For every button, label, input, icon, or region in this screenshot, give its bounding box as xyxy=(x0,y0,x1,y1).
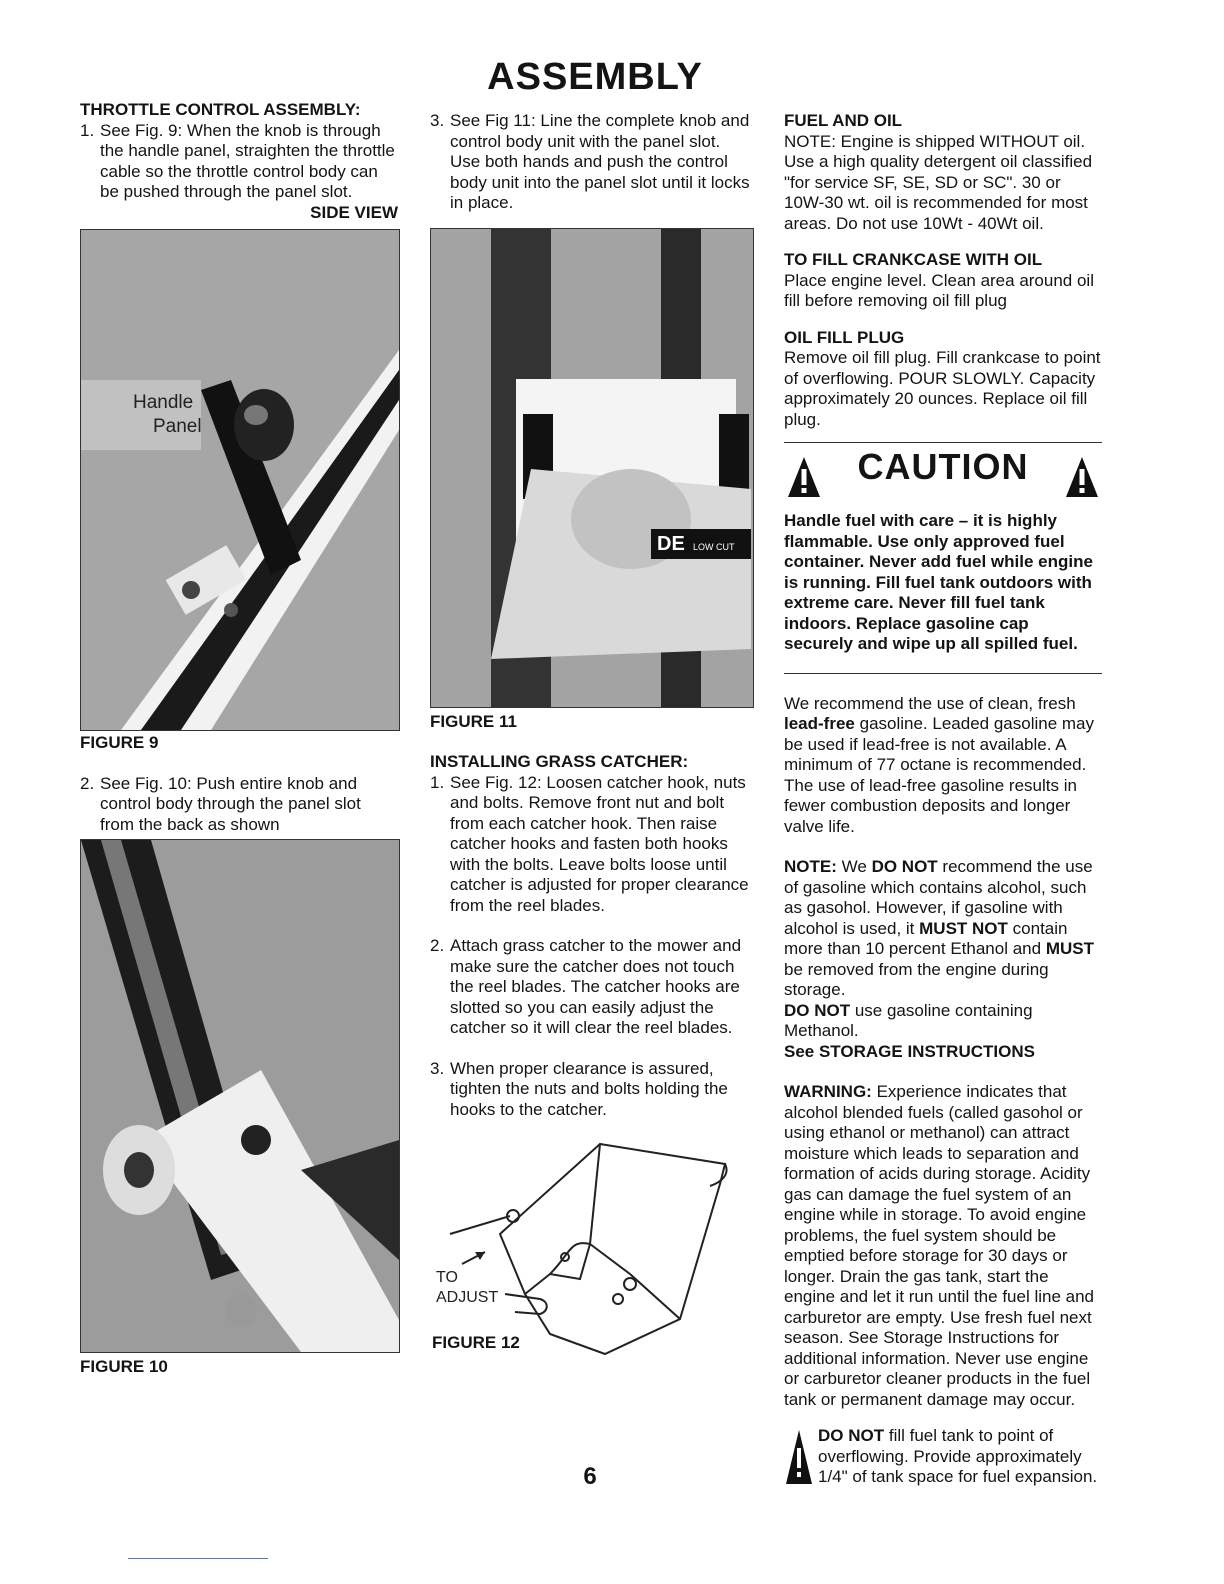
grass-catcher-heading: INSTALLING GRASS CATCHER: xyxy=(430,752,689,771)
column-grass-catcher xyxy=(430,111,752,1364)
caution-text: Handle fuel with care – it is highly flammable. Use only approved fuel container. Never add fuel while engine is running. Fill fuel tank outdoors with extreme care. Never fill fuel tank indoors. Replace gasoline cap securely and wipe up all spilled fuel. xyxy=(784,511,1093,653)
warning-paragraph xyxy=(784,1082,1102,1410)
step-text: See Fig. 12: Loosen catcher hook, nuts and bolts. Remove front nut and bolt from each catcher hook. Then raise catcher hooks and fasten both hooks with the bolts. Leave bolts loose until catcher is adjusted for proper clearance from the reel blades. xyxy=(450,772,749,915)
step-number: 1. xyxy=(80,120,95,140)
note-text-a: We xyxy=(841,857,867,876)
lead-free-emphasis: lead-free xyxy=(784,714,855,733)
catcher-step-1 xyxy=(430,773,752,917)
fuel-oil-heading: FUEL AND OIL xyxy=(784,111,903,130)
crankcase-text: Place engine level. Clean area around oil fill before removing oil fill plug xyxy=(784,270,1094,310)
step-number: 3. xyxy=(430,111,445,130)
step-number: 3. xyxy=(430,1058,445,1078)
caution-bottom-rule xyxy=(784,673,1102,674)
oil-fill-plug-text: Remove oil fill plug. Fill crankcase to point of overflowing. POUR SLOWLY. Capacity approximately 20 ounces. Replace oil fill plug. xyxy=(784,348,1101,429)
methanol-text: use gasoline containing Methanol. xyxy=(784,1000,1033,1040)
recommend-text-a: We recommend the use of clean, fresh xyxy=(784,693,1076,713)
callout-line-1: Handle xyxy=(133,392,194,413)
to-adjust-callout-line-2: ADJUST xyxy=(436,1289,499,1306)
oil-fill-plug-heading: OIL FILL PLUG xyxy=(784,327,905,347)
figure-10-label: FIGURE 10 xyxy=(80,1357,168,1376)
final-do-not: DO NOT xyxy=(818,1426,885,1445)
figure-9-label: FIGURE 9 xyxy=(80,733,159,752)
callout-line-2: Panel xyxy=(153,416,202,437)
column-throttle-control xyxy=(80,100,398,1378)
note-text-c: contain more than 10 percent Ethanol and xyxy=(784,918,1068,958)
methanol-do-not: DO NOT xyxy=(784,1000,851,1020)
step-text: See Fig 11: Line the complete knob and control body unit with the panel slot. Use both hands and push the control body unit into the panel slot until it locks in place. xyxy=(450,111,750,212)
catcher-step-3 xyxy=(430,1059,752,1121)
column-fuel-oil xyxy=(784,111,1102,1488)
page-title: ASSEMBLY xyxy=(487,56,703,98)
caution-box xyxy=(784,446,1102,511)
note-must: MUST xyxy=(1045,939,1094,958)
page-number: 6 xyxy=(583,1463,597,1490)
throttle-step-3 xyxy=(430,111,752,214)
alcohol-note-paragraph xyxy=(784,857,1102,1001)
figure-12-diagram xyxy=(430,1124,752,1364)
throttle-step-1 xyxy=(80,121,398,203)
step-text: Attach grass catcher to the mower and make sure the catcher does not touch the reel blades. The catcher hooks are slotted so you can easily adjust the catcher so it will clear the reel blades. xyxy=(450,936,742,1037)
note-label: NOTE: xyxy=(784,857,837,876)
note-must-not: MUST NOT xyxy=(919,918,1008,938)
note-text-d: be removed from the engine during storage. xyxy=(784,959,1049,999)
caution-top-rule xyxy=(784,442,1102,443)
crankcase-heading: TO FILL CRANKCASE WITH OIL xyxy=(784,250,1043,269)
throttle-heading: THROTTLE CONTROL ASSEMBLY: xyxy=(80,100,361,119)
warning-text: Experience indicates that alcohol blended fuels (called gasohol or using ethanol or methanol) can attract moisture which leads to separation and formation of acids during storage. Acidity gas can damage the fuel system of an engine while in storage. To avoid engine problems, the fuel system should be emptied before storage for 30 days or longer. Drain the gas tank, start the engine and let it run until the fuel line and carburetor are empty. Use fresh fuel next season. See Storage Instructions for additional information. Never use engine or carburetor cleaner products in the fuel tank or permanent damage may occur. xyxy=(784,1082,1095,1409)
recommend-text-b: gasoline. Leaded gasoline may be used if lead-free is not available. A minimum of 77 octane is recommended. The use of lead-free gasoline results in fewer combustion deposits and longer valve life. xyxy=(784,714,1094,836)
figure-10-photo xyxy=(80,839,400,1353)
to-adjust-callout-line-1: TO xyxy=(436,1269,458,1286)
figure-11-photo xyxy=(430,228,754,708)
figure-9-photo xyxy=(80,229,400,731)
storage-instructions-reference: See STORAGE INSTRUCTIONS xyxy=(784,1041,1035,1061)
warning-triangle-icon xyxy=(786,455,822,499)
fuel-oil-text: NOTE: Engine is shipped WITHOUT oil. Use a high quality detergent oil classified "for service SF, SE, SD or SC". 30 or 10W-30 wt. oil is recommended for most areas. Do not use 10Wt - 40Wt oil. xyxy=(784,131,1093,233)
figure-12-label: FIGURE 12 xyxy=(432,1333,520,1352)
methanol-note xyxy=(784,1001,1102,1042)
step-number: 1. xyxy=(430,772,445,792)
sticker-subtext: LOW CUT xyxy=(693,541,735,552)
step-number: 2. xyxy=(80,773,95,793)
figure-11-label: FIGURE 11 xyxy=(430,711,517,731)
step-text: See Fig. 9: When the knob is through the handle panel, straighten the throttle cable so the throttle control body can be pushed through the panel slot. xyxy=(100,120,395,201)
side-view-label: SIDE VIEW xyxy=(310,202,398,222)
sticker-text: DE xyxy=(657,532,685,555)
caution-title: CAUTION xyxy=(857,446,1029,487)
warning-triangle-icon xyxy=(1064,455,1100,499)
catcher-step-2 xyxy=(430,936,752,1039)
step-text: When proper clearance is assured, tighten the nuts and bolts holding the hooks to the catcher. xyxy=(450,1058,728,1119)
warning-label: WARNING: xyxy=(784,1082,872,1101)
final-text: fill fuel tank to point of overflowing. Provide approximately 1/4" of tank space for fuel expansion. xyxy=(818,1426,1098,1486)
note-do-not: DO NOT xyxy=(871,857,938,876)
step-number: 2. xyxy=(430,936,445,955)
lead-free-paragraph xyxy=(784,694,1102,838)
bottom-rule xyxy=(128,1558,268,1559)
throttle-step-2 xyxy=(80,774,398,836)
note-text-b: recommend the use of gasoline which contains alcohol, such as gasohol. However, if gasoline with alcohol is used, it xyxy=(784,857,1093,938)
step-text: See Fig. 10: Push entire knob and control body through the panel slot from the back as shown xyxy=(100,773,361,834)
